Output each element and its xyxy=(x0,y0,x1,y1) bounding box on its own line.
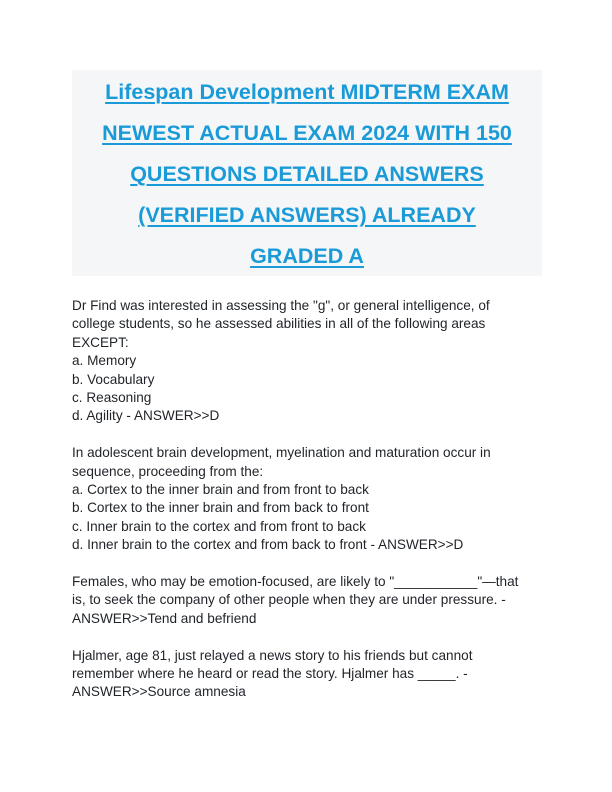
question-block xyxy=(72,573,544,628)
title-line[interactable]: Lifespan Development MIDTERM EXAM xyxy=(105,80,509,104)
question-text: In adolescent brain development, myelination and maturation occur in xyxy=(72,445,491,461)
paragraph-gap xyxy=(72,555,544,573)
question-block xyxy=(72,647,544,702)
question-text: college students, so he assessed abilities in all of the following areas xyxy=(72,316,486,332)
question-text: Dr Find was interested in assessing the "g", or general intelligence, of xyxy=(72,298,490,313)
answer-option: c. Inner brain to the cortex and from front to back xyxy=(72,518,366,534)
question-text: sequence, proceeding from the: xyxy=(72,463,264,479)
answer-option: b. Cortex to the inner brain and from back to front xyxy=(72,500,369,516)
answer-option: d. Inner brain to the cortex and from back to front - ANSWER>>D xyxy=(72,537,464,553)
answer-text: ANSWER>>Source amnesia xyxy=(72,684,246,700)
title-line[interactable]: (VERIFIED ANSWERS) ALREADY xyxy=(138,203,476,227)
question-text: EXCEPT: xyxy=(72,334,129,350)
question-text: Females, who may be emotion-focused, are likely to "___________"—that xyxy=(72,574,519,590)
question-text: remember where he heard or read the story. Hjalmer has _____. - xyxy=(72,666,468,682)
title-line[interactable]: NEWEST ACTUAL EXAM 2024 WITH 150 xyxy=(102,121,512,145)
question-text: Hjalmer, age 81, just relayed a news story to his friends but cannot xyxy=(72,647,473,663)
answer-text: ANSWER>>Tend and befriend xyxy=(72,610,257,626)
document-title xyxy=(72,70,542,276)
paragraph-gap xyxy=(72,426,544,444)
paragraph-gap xyxy=(72,628,544,646)
answer-option: b. Vocabulary xyxy=(72,371,155,387)
answer-option: a. Cortex to the inner brain and from front to back xyxy=(72,482,369,498)
answer-option: d. Agility - ANSWER>>D xyxy=(72,408,220,424)
question-block xyxy=(72,444,544,554)
question-text: is, to seek the company of other people when they are under pressure. - xyxy=(72,592,506,608)
title-line[interactable]: GRADED A xyxy=(250,244,364,268)
question-list xyxy=(72,297,544,702)
answer-option: c. Reasoning xyxy=(72,390,152,406)
answer-option: a. Memory xyxy=(72,353,137,369)
title-line[interactable]: QUESTIONS DETAILED ANSWERS xyxy=(130,162,484,186)
question-block xyxy=(72,297,544,426)
